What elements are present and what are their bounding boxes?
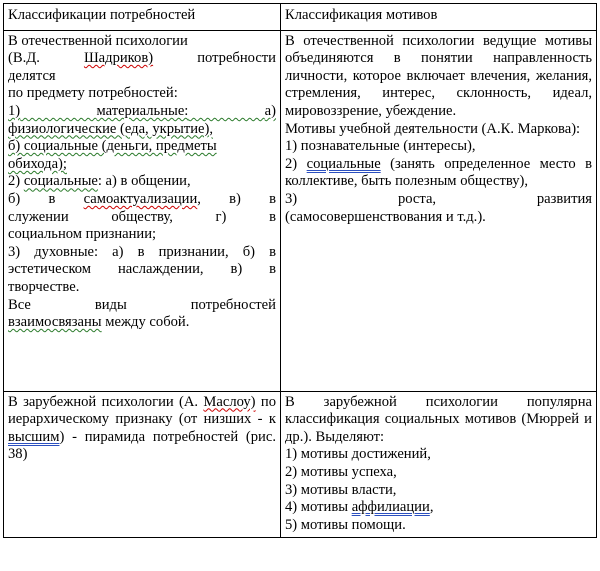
text-fragment: 2) [8,173,21,190]
text-fragment: 1) [8,102,21,119]
table-row-domestic [4,30,597,391]
domestic-needs-line [8,209,276,227]
text-fragment: в) [229,190,241,207]
cell-foreign-motives [281,391,597,538]
grammar-flag-fragment: б) социальные (деньги, предметы [8,138,217,155]
text-fragment: материальные: [96,102,189,119]
cell-domestic-needs [4,30,281,391]
text-fragment: ) [59,428,65,445]
text-fragment: - пирамида потребностей (рис. 38) [8,428,276,463]
text-fragment: обществу, [111,208,173,225]
text-fragment: служении [8,208,69,225]
domestic-needs-line [8,173,276,191]
domestic-needs-line: творчестве. [8,278,80,295]
foreign-motives-item: 3) мотивы власти, [285,481,397,498]
cell-foreign-needs [4,391,281,538]
foreign-motives-item: 2) мотивы успеха, [285,463,397,480]
domestic-motives-item: (самосовершенствования и т.д.). [285,208,486,225]
domestic-needs-line: делятся [8,67,56,84]
header-motives: Классификация мотивов [281,4,597,31]
grammar-flag-fragment: взаимосвязаны [8,314,102,331]
spell-error-fragment: самоактуализации [83,190,198,207]
domestic-motives-paragraph: В отечественной психологии ведущие мотивы объединяются в понятии направленность личности, которое включает влечения, желания, стремления, интерес, склонность, идеал, мировоззрение, убеждение. [285,32,592,119]
text-fragment: Все [8,296,31,313]
text-fragment: виды [94,296,127,313]
text-fragment: развития [536,190,592,207]
grammar-flag-fragment: физиологические (еда, укрытие), [8,120,214,137]
text-fragment: а) [264,102,276,119]
grammar-flag-fragment: аффилиации [351,499,430,516]
domestic-needs-line: В отечественной психологии [8,32,188,49]
text-fragment: потребностей [190,296,276,313]
domestic-needs-line [8,314,276,332]
grammar-flag-fragment: высшим [8,428,60,445]
text-fragment: в [269,190,276,207]
text-fragment: в [48,190,56,207]
domestic-needs-line [8,138,276,156]
domestic-motives-item [285,156,592,191]
foreign-motives-item: 5) мотивы помощи. [285,516,406,533]
text-fragment: , [197,190,201,207]
text-fragment: в [269,208,276,225]
spell-error-fragment: Шадриков) [83,50,154,67]
grammar-flag-fragment: социальные [23,173,98,190]
domestic-needs-line [8,297,276,315]
table-row-foreign [4,391,597,538]
text-fragment: по иерархическому признаку (от низших - к [8,393,276,428]
domestic-needs-line: по предмету потребностей: [8,85,178,102]
text-fragment: б) [8,190,21,207]
domestic-needs-line [8,121,276,139]
domestic-motives-item [285,191,592,209]
text-fragment: , [429,499,434,516]
domestic-needs-line: социальном признании; [8,226,157,243]
grammar-flag-fragment: социальные [306,155,381,172]
header-needs: Классификации потребностей [4,4,281,31]
text-fragment: В зарубежной психологии (А. [8,393,199,410]
cell-domestic-motives [281,30,597,391]
text-fragment: между собой. [105,314,190,331]
domestic-needs-line: 3) духовные: а) в признании, б) в [8,243,276,260]
text-fragment: 2) [285,155,298,172]
domestic-needs-line [8,50,276,68]
domestic-needs-line: эстетическом наслаждении, в) в [8,261,276,278]
text-fragment: 3) [285,190,298,207]
text-fragment: г) [215,208,227,225]
text-fragment: роста, [397,190,437,207]
classification-table [3,3,597,538]
text-fragment: : а) в общении, [97,173,191,190]
foreign-motives-paragraph: В зарубежной психологии популярна классификация социальных мотивов (Мюррей и др.). Выделяют: [285,393,592,445]
domestic-needs-line [8,191,276,209]
table-header-row [4,4,597,31]
text-fragment: (В.Д. [8,50,40,67]
foreign-needs-paragraph [8,394,276,464]
foreign-motives-item [285,499,592,517]
text-fragment: потребности [197,50,276,67]
domestic-motives-item: 1) познавательные (интересы), [285,138,476,155]
domestic-needs-line [8,103,276,121]
spell-error-fragment: Маслоу) [203,393,256,410]
text-fragment: 4) мотивы [285,499,349,516]
domestic-needs-line [8,156,276,174]
foreign-motives-item: 1) мотивы достижений, [285,446,431,463]
text-fragment: (занять определенное место в коллективе, быть полезным обществу), [285,155,593,190]
domestic-motives-paragraph: Мотивы учебной деятельности (А.К. Маркова): [285,120,581,137]
grammar-flag-fragment: обихода); [8,155,67,172]
